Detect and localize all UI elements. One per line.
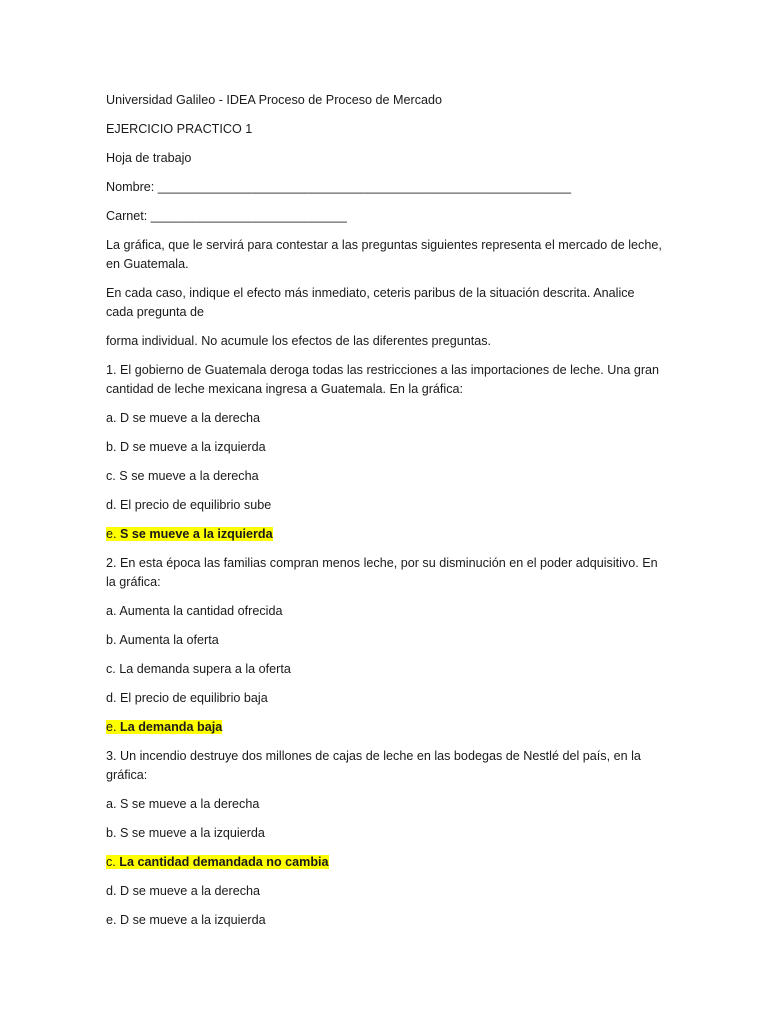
question-2-option-b: [106, 631, 662, 650]
question-3-option-b: [106, 824, 662, 843]
option-letter: d.: [106, 884, 117, 898]
option-letter: c.: [106, 855, 116, 869]
option-text: S se mueve a la izquierda: [120, 826, 265, 840]
option-letter: a.: [106, 411, 117, 425]
question-3-option-d: [106, 882, 662, 901]
option-letter: b.: [106, 826, 117, 840]
option-text: El precio de equilibrio baja: [120, 691, 268, 705]
name-field-line: Nombre: ___________________________________________________________: [106, 180, 572, 194]
highlighted-answer: [106, 720, 222, 734]
highlighted-answer: [106, 527, 273, 541]
option-letter: a.: [106, 604, 117, 618]
option-letter: d.: [106, 498, 117, 512]
option-letter: e.: [106, 913, 117, 927]
option-text: Aumenta la oferta: [119, 633, 219, 647]
option-letter: c.: [106, 662, 116, 676]
option-text: La demanda baja: [120, 720, 223, 734]
option-text: D se mueve a la izquierda: [120, 913, 266, 927]
question-2-option-d: [106, 689, 662, 708]
option-letter: a.: [106, 797, 117, 811]
option-letter: e.: [106, 527, 117, 541]
option-letter: b.: [106, 440, 117, 454]
option-letter: d.: [106, 691, 117, 705]
university-title: Universidad Galileo - IDEA Proceso de Proceso de Mercado: [106, 93, 442, 107]
option-text: El precio de equilibrio sube: [120, 498, 272, 512]
question-3-option-e: [106, 911, 662, 930]
question-1-option-b: [106, 438, 662, 457]
question-2-option-a: [106, 602, 662, 621]
option-text: Aumenta la cantidad ofrecida: [119, 604, 283, 618]
question-1-option-c: [106, 467, 662, 486]
document-page: [106, 91, 662, 940]
option-text: D se mueve a la derecha: [120, 884, 261, 898]
question-1-option-e: [106, 525, 662, 544]
option-text: D se mueve a la izquierda: [120, 440, 266, 454]
question-3: 3. Un incendio destruye dos millones de cajas de leche en las bodegas de Nestlé del país, en la gráfica:: [106, 749, 641, 782]
option-text: D se mueve a la derecha: [120, 411, 261, 425]
option-text: La cantidad demandada no cambia: [119, 855, 329, 869]
question-2: 2. En esta época las familias compran menos leche, por su disminución en el poder adquisitivo. En la gráfica:: [106, 556, 658, 589]
carnet-field-line: Carnet: ____________________________: [106, 209, 347, 223]
highlighted-answer: [106, 855, 329, 869]
worksheet-label: Hoja de trabajo: [106, 151, 192, 165]
exercise-title: EJERCICIO PRACTICO 1: [106, 122, 253, 136]
option-letter: c.: [106, 469, 116, 483]
option-letter: e.: [106, 720, 117, 734]
option-letter: b.: [106, 633, 117, 647]
question-3-option-c: [106, 853, 662, 872]
intro-paragraph-3: forma individual. No acumule los efectos de las diferentes preguntas.: [106, 334, 492, 348]
question-3-option-a: [106, 795, 662, 814]
intro-paragraph-2: En cada caso, indique el efecto más inmediato, ceteris paribus de la situación descrita. Analice cada pregunta de: [106, 286, 635, 319]
option-text: S se mueve a la derecha: [119, 469, 259, 483]
option-text: La demanda supera a la oferta: [119, 662, 291, 676]
question-1: 1. El gobierno de Guatemala deroga todas las restricciones a las importaciones de leche. Una gran cantidad de leche mexicana ingresa a Guatemala. En la gráfica:: [106, 363, 660, 396]
option-text: S se mueve a la izquierda: [120, 527, 273, 541]
question-1-option-d: [106, 496, 662, 515]
question-2-option-e: [106, 718, 662, 737]
intro-paragraph-1: La gráfica, que le servirá para contestar a las preguntas siguientes representa el mercado de leche, en Guatemala.: [106, 238, 662, 271]
option-text: S se mueve a la derecha: [120, 797, 260, 811]
question-1-option-a: [106, 409, 662, 428]
question-2-option-c: [106, 660, 662, 679]
